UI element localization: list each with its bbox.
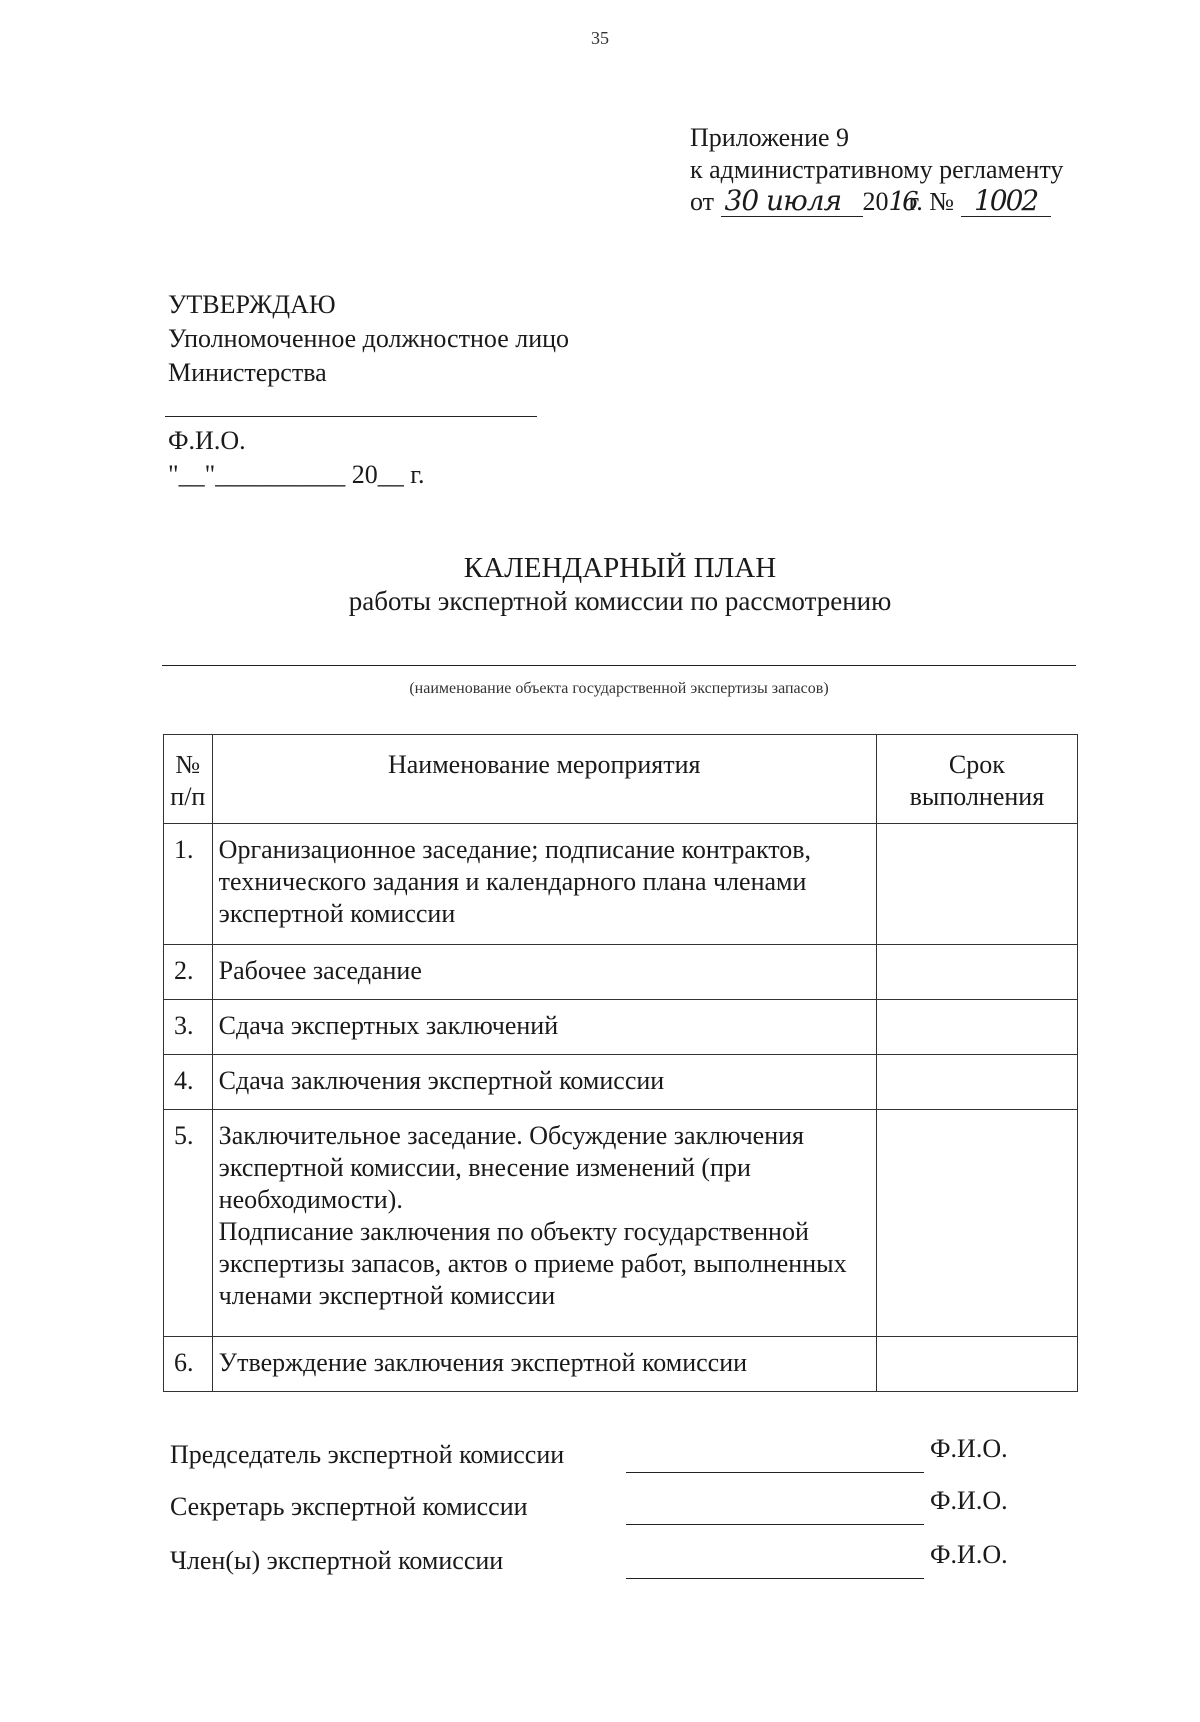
signature-fio-secretary: Ф.И.О. [930,1486,1008,1515]
document-subtitle: работы экспертной комиссии по рассмотрению [348,586,892,616]
row-num: 4. [164,1055,213,1110]
signature-line-secretary [626,1524,924,1525]
row-name: Сдача заключения экспертной комиссии [212,1055,876,1110]
approval-ministry: Министерства [168,358,327,387]
object-name-line [162,665,1076,666]
row-name [212,1110,876,1337]
approval-title: УТВЕРЖДАЮ [168,290,336,319]
row-num: 5. [164,1110,213,1337]
row-name: Утверждение заключения экспертной комиссии [212,1337,876,1392]
table-row [164,1110,1078,1337]
handwritten-number: 1002 [961,186,1051,217]
row-term [876,945,1077,1000]
table-row [164,1337,1078,1392]
row-term [876,1000,1077,1055]
row-num: 3. [164,1000,213,1055]
row-name-part2: Подписание заключения по объекту государственной экспертизы запасов, актов о приеме работ, выполненных членами экспертной комиссии [218,1217,847,1310]
row-term [876,1337,1077,1392]
row-num: 1. [164,824,213,945]
approval-official: Уполномоченное должностное лицо [168,324,570,353]
approval-signature-line [165,416,537,417]
date-prefix: от [690,187,715,216]
header-name: Наименование мероприятия [212,735,876,824]
row-num: 2. [164,945,213,1000]
signature-line-members [626,1578,924,1579]
row-term [876,1055,1077,1110]
table-row [164,1000,1078,1055]
row-term [876,824,1077,945]
signature-role-chair: Председатель экспертной комиссии [170,1440,565,1469]
row-name: Организационное заседание; подписание контрактов, технического задания и календарного плана членами экспертной комиссии [212,824,876,945]
calendar-plan-table [163,734,1078,1392]
table-row [164,945,1078,1000]
handwritten-year: 16 [888,187,916,217]
number-label: г. № [908,187,955,216]
row-num: 6. [164,1337,213,1392]
appendix-reference: к административному регламенту [690,155,1064,184]
table-row [164,1055,1078,1110]
row-term [876,1110,1077,1337]
handwritten-date: 30 июля [721,186,863,217]
appendix-date-number [690,186,1063,218]
page-number: 35 [591,28,609,48]
year-prefix: 20 [862,187,889,216]
document-title: КАЛЕНДАРНЫЙ ПЛАН [463,552,777,584]
row-name: Сдача экспертных заключений [212,1000,876,1055]
signature-role-secretary: Секретарь экспертной комиссии [170,1492,528,1521]
row-name-part1: Заключительное заседание. Обсуждение заключения экспертной комиссии, внесение изменений (при необходимости). [218,1121,804,1214]
object-name-caption: (наименование объекта государственной экспертизы запасов) [409,680,829,697]
appendix-header [690,122,1063,218]
appendix-title: Приложение 9 [690,123,850,152]
approval-fio: Ф.И.О. [168,426,246,455]
signature-line-chair [626,1472,924,1473]
header-term: Срок выполнения [876,735,1077,824]
header-num: № п/п [164,735,213,824]
signature-fio-chair: Ф.И.О. [930,1434,1008,1463]
approval-block [168,288,569,390]
table-row [164,824,1078,945]
approval-date-template: "__"__________ 20__ г. [168,460,425,489]
signature-fio-members: Ф.И.О. [930,1540,1008,1569]
table-header-row [164,735,1078,824]
row-name: Рабочее заседание [212,945,876,1000]
signature-role-members: Член(ы) экспертной комиссии [170,1546,504,1575]
